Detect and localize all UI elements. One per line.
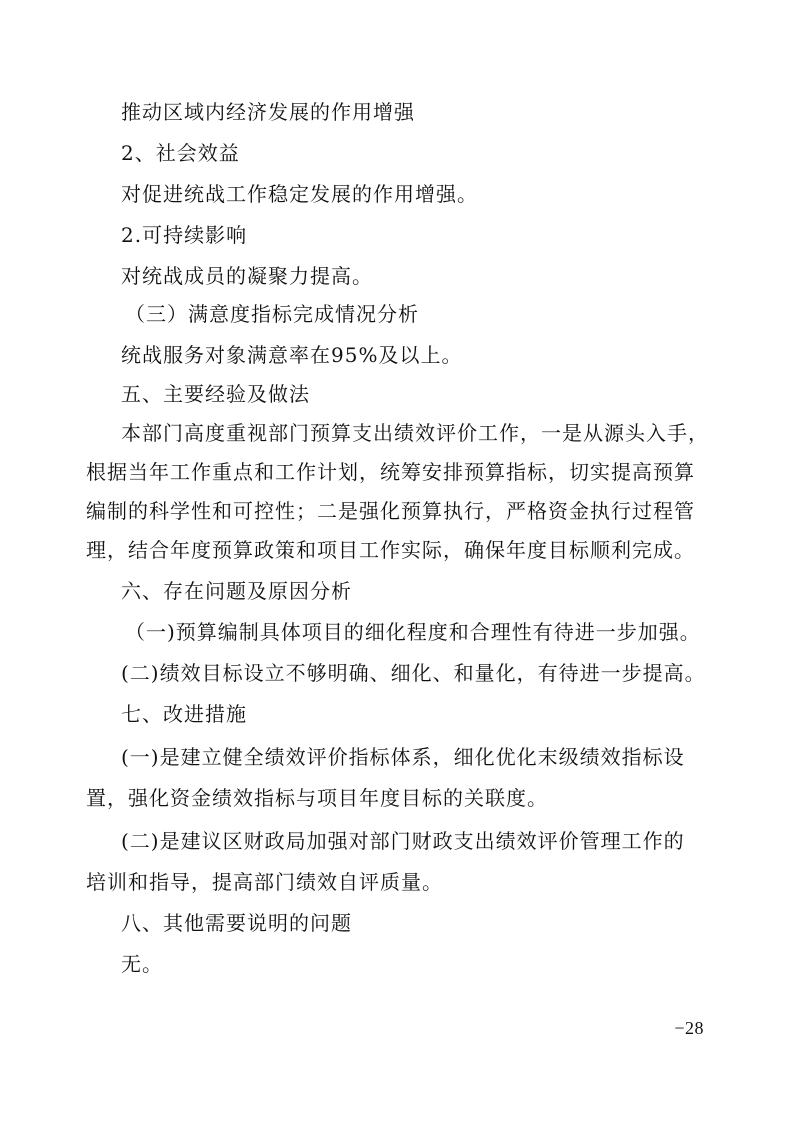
section-heading: 八、其他需要说明的问题 — [121, 911, 352, 935]
text-line: 对促进统战工作稳定发展的作用增强。 — [121, 182, 478, 206]
list-item-continuation: 培训和指导，提高部门绩效自评质量。 — [86, 870, 443, 894]
section-heading: 2、社会效益 — [121, 141, 240, 165]
paragraph-line: 本部门高度重视部门预算支出绩效评价工作，一是从源头入手， — [121, 421, 709, 445]
list-item: （一)预算编制具体项目的细化程度和合理性有待进一步加强。 — [125, 620, 701, 644]
list-item: (一)是建立健全绩效评价指标体系，细化优化末级绩效指标设 — [121, 745, 685, 769]
text-line: 推动区域内经济发展的作用增强 — [121, 100, 415, 124]
section-heading: 六、存在问题及原因分析 — [121, 579, 352, 603]
text-line: 对统战成员的凝聚力提高。 — [121, 264, 373, 288]
section-heading: 2.可持续影响 — [121, 223, 248, 247]
list-item-continuation: 置，强化资金绩效指标与项目年度目标的关联度。 — [86, 786, 548, 810]
paragraph-line: 根据当年工作重点和工作计划，统筹安排预算指标，切实提高预算 — [86, 460, 695, 484]
section-heading: 七、改进措施 — [121, 702, 247, 726]
section-heading: （三）满意度指标完成情况分析 — [125, 302, 419, 326]
text-line: 统战服务对象满意率在95%及以上。 — [121, 343, 463, 367]
text-line: 无。 — [121, 952, 163, 976]
list-item: (二)绩效目标设立不够明确、细化、和量化，有待进一步提高。 — [121, 661, 706, 685]
paragraph-line: 理，结合年度预算政策和项目工作实际，确保年度目标顺利完成。 — [86, 538, 695, 562]
section-heading: 五、主要经验及做法 — [121, 382, 310, 406]
paragraph-line: 编制的科学性和可控性；二是强化预算执行，严格资金执行过程管 — [86, 499, 695, 523]
list-item: (二)是建议区财政局加强对部门财政支出绩效评价管理工作的 — [121, 829, 685, 853]
page-number: −28 — [674, 1018, 704, 1038]
